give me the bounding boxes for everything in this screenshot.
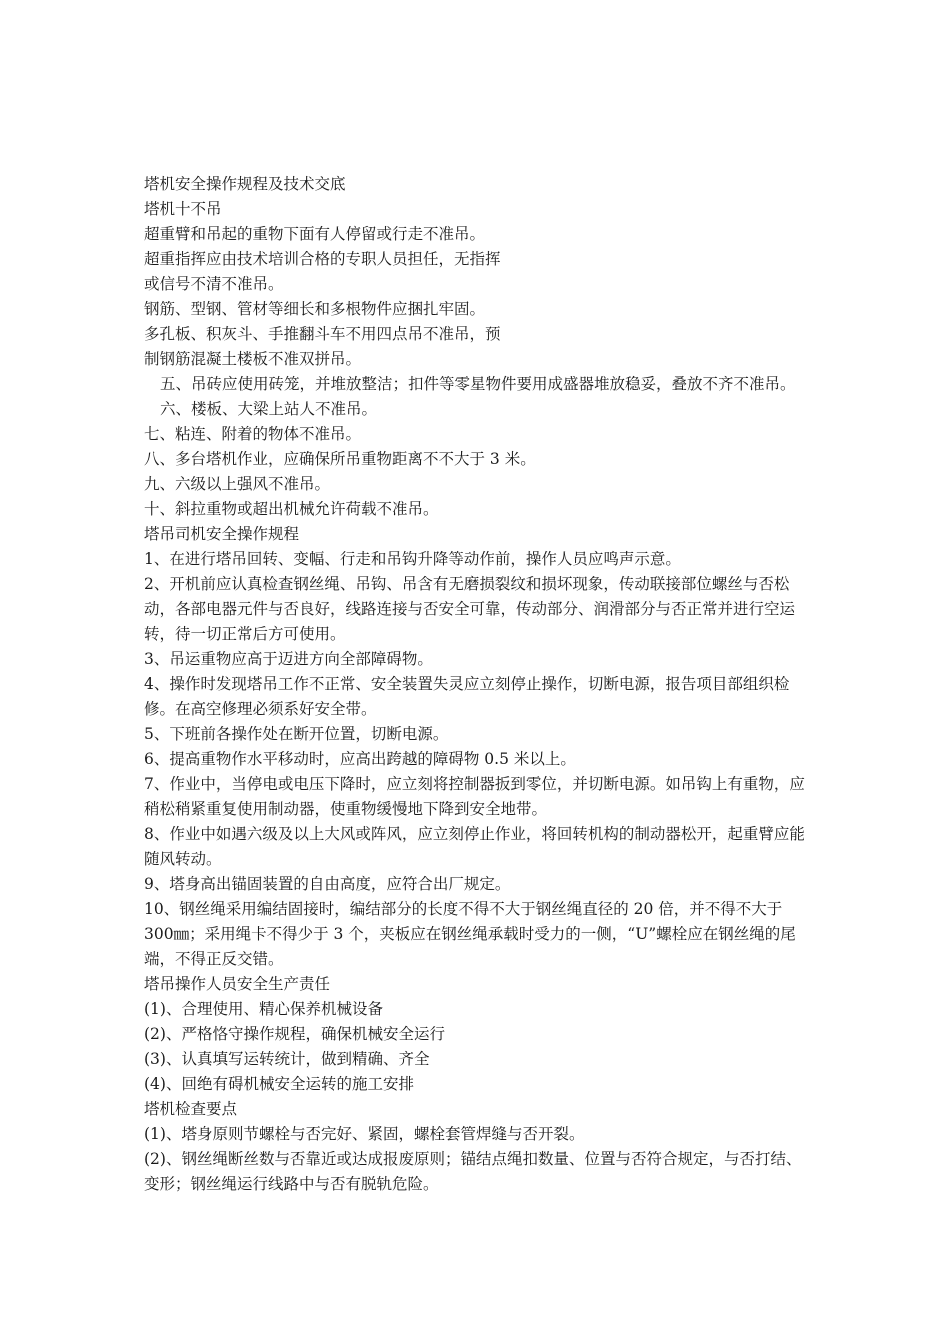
list-item: (1)、合理使用、精心保养机械设备	[144, 1000, 383, 1018]
list-item: 六、楼板、大梁上站人不准吊。	[160, 400, 378, 418]
list-item: 八、多台塔机作业，应确保所吊重物距离不不大于 3 米。	[144, 450, 536, 468]
list-item: 6、提高重物作水平移动时，应高出跨越的障碍物 0.5 米以上。	[144, 750, 576, 768]
list-item: (4)、回绝有碍机械安全运转的施工安排	[144, 1075, 414, 1093]
list-item: (2)、钢丝绳断丝数与否靠近或达成报废原则；锚结点绳扣数量、位置与否符合规定，与否打结、变形；钢丝绳运行线路中与否有脱轨危险。	[144, 1150, 802, 1193]
list-item: 5、下班前各操作处在断开位置，切断电源。	[144, 725, 449, 743]
list-item: 或信号不清不准吊。	[144, 275, 284, 293]
section-heading-operator-rules: 塔吊司机安全操作规程	[144, 525, 300, 543]
list-item: 钢筋、型钢、管材等细长和多根物件应捆扎牢固。	[144, 300, 486, 318]
section-heading-inspection: 塔机检查要点	[144, 1100, 238, 1118]
list-item: 2、开机前应认真检查钢丝绳、吊钩、吊含有无磨损裂纹和损坏现象，传动联接部位螺丝与否松动，各部电器元件与否良好，线路连接与否安全可靠，传动部分、润滑部分与否正常并进行空运转，待一切正常后方可使用。	[144, 575, 796, 643]
list-item: (2)、严格恪守操作规程，确保机械安全运行	[144, 1025, 445, 1043]
list-item: 7、作业中，当停电或电压下降时，应立刻将控制器扳到零位，并切断电源。如吊钩上有重物，应稍松稍紧重复使用制动器，使重物缓慢地下降到安全地带。	[144, 775, 805, 818]
list-item: 9、塔身高出锚固装置的自由高度，应符合出厂规定。	[144, 875, 511, 893]
document-body	[144, 172, 810, 1197]
list-item: 4、操作时发现塔吊工作不正常、安全装置失灵应立刻停止操作，切断电源，报告项目部组织检修。在高空修理必须系好安全带。	[144, 675, 790, 718]
list-item: 五、吊砖应使用砖笼，并堆放整洁；扣件等零星物件要用成盛器堆放稳妥，叠放不齐不准吊。	[160, 375, 796, 393]
section-heading-responsibility: 塔吊操作人员安全生产责任	[144, 975, 331, 993]
list-item: 多孔板、积灰斗、手推翻斗车不用四点吊不准吊，预	[144, 325, 501, 343]
section-heading-ten-no-lift: 塔机十不吊	[144, 200, 222, 218]
list-item: 制钢筋混凝土楼板不准双拼吊。	[144, 350, 362, 368]
list-item: 七、粘连、附着的物体不准吊。	[144, 425, 362, 443]
list-item: 10、钢丝绳采用编结固接时，编结部分的长度不得不大于钢丝绳直径的 20 倍，并不得不大于 300㎜；采用绳卡不得少于 3 个，夹板应在钢丝绳承载时受力的一侧，“U”螺栓应在钢丝绳的尾端，不得正反交错。	[144, 900, 796, 968]
list-item: (3)、认真填写运转统计，做到精确、齐全	[144, 1050, 430, 1068]
list-item: 1、在进行塔吊回转、变幅、行走和吊钩升降等动作前，操作人员应鸣声示意。	[144, 550, 681, 568]
list-item: 超重臂和吊起的重物下面有人停留或行走不准吊。	[144, 225, 486, 243]
list-item: 九、六级以上强风不准吊。	[144, 475, 331, 493]
list-item: 3、吊运重物应高于迈进方向全部障碍物。	[144, 650, 433, 668]
list-item: 超重指挥应由技术培训合格的专职人员担任，无指挥	[144, 250, 501, 268]
list-item: 十、斜拉重物或超出机械允许荷载不准吊。	[144, 500, 439, 518]
list-item: (1)、塔身原则节螺栓与否完好、紧固，螺栓套管焊缝与否开裂。	[144, 1125, 585, 1143]
list-item: 8、作业中如遇六级及以上大风或阵风，应立刻停止作业，将回转机构的制动器松开，起重臂应能随风转动。	[144, 825, 805, 868]
document-title: 塔机安全操作规程及技术交底	[144, 175, 346, 193]
